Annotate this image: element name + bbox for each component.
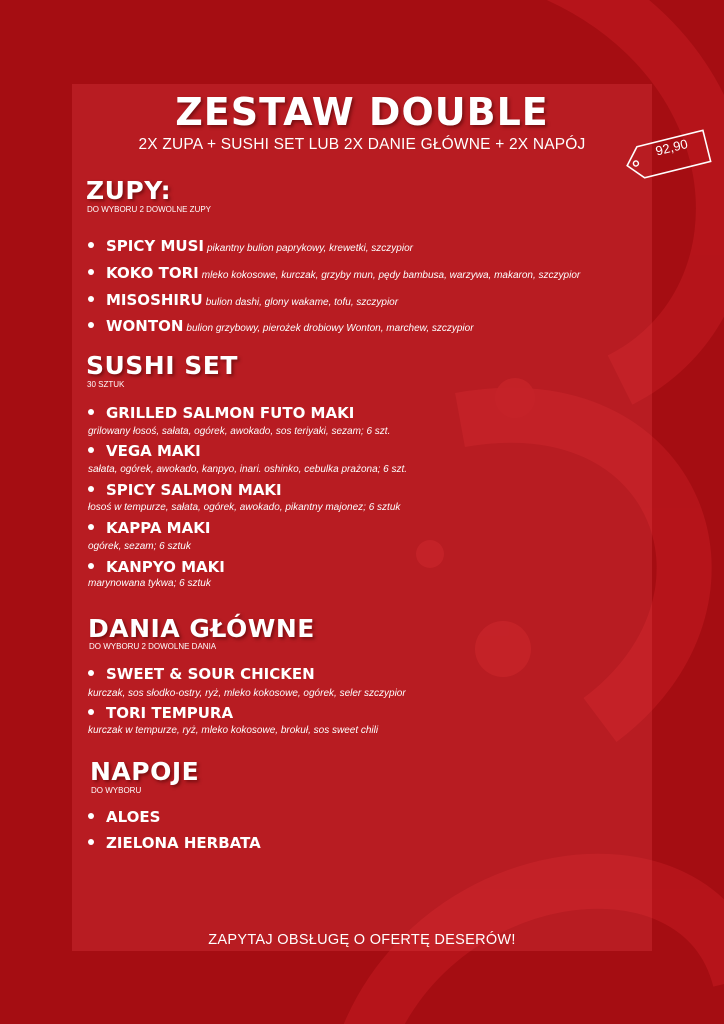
section-heading-sushi: SUSHI SET [86, 351, 238, 380]
section-heading-dania: DANIA GŁÓWNE [88, 614, 315, 643]
list-item: VEGA MAKI [88, 442, 201, 461]
list-item: KAPPA MAKI [88, 519, 210, 538]
section-heading-zupy: ZUPY: [86, 176, 172, 205]
item-description: kurczak w tempurze, ryż, mleko kokosowe, brokuł, sos sweet chili [88, 725, 379, 736]
bullet-icon [88, 524, 94, 530]
bullet-icon [88, 269, 94, 275]
bullet-icon [88, 322, 94, 328]
list-item: WONTON bulion grzybowy, pierożek drobiowy Wonton, marchew, szczypior [88, 317, 474, 336]
list-item: KANPYO MAKI [88, 558, 225, 577]
bullet-icon [88, 839, 94, 845]
bullet-icon [88, 813, 94, 819]
list-item: GRILLED SALMON FUTO MAKI [88, 404, 354, 423]
section-sub-zupy: DO WYBORU 2 DOWOLNE ZUPY [87, 205, 212, 214]
list-item: ALOES [88, 808, 160, 827]
section-heading-napoje: NAPOJE [90, 757, 200, 786]
bullet-icon [88, 409, 94, 415]
list-item: SPICY MUSI pikantny bulion paprykowy, krewetki, szczypior [88, 237, 413, 256]
footer-note: ZAPYTAJ OBSŁUGĘ O OFERTĘ DESERÓW! [208, 932, 516, 948]
bullet-icon [88, 709, 94, 715]
page-subtitle: 2X ZUPA + SUSHI SET LUB 2X DANIE GŁÓWNE + 2X NAPÓJ [138, 136, 586, 153]
list-item: SWEET & SOUR CHICKEN [88, 665, 315, 684]
item-description: ogórek, sezam; 6 sztuk [88, 541, 191, 552]
bullet-icon [88, 296, 94, 302]
list-item: MISOSHIRU bulion dashi, glony wakame, tofu, szczypior [88, 291, 398, 310]
section-sub-napoje: DO WYBORU [91, 786, 142, 795]
list-item: SPICY SALMON MAKI [88, 481, 282, 500]
bullet-icon [88, 242, 94, 248]
item-description: łosoś w tempurze, sałata, ogórek, awokado, pikantny majonez; 6 sztuk [88, 502, 401, 513]
list-item: ZIELONA HERBATA [88, 834, 261, 853]
item-description: sałata, ogórek, awokado, kanpyo, inari. oshinko, cebulka prażona; 6 szt. [88, 464, 408, 475]
page-title: ZESTAW DOUBLE [175, 90, 549, 134]
bullet-icon [88, 563, 94, 569]
bullet-icon [88, 670, 94, 676]
section-sub-dania: DO WYBORU 2 DOWOLNE DANIA [89, 642, 217, 651]
list-item: KOKO TORI mleko kokosowe, kurczak, grzyby mun, pędy bambusa, warzywa, makaron, szczypior [88, 264, 580, 283]
list-item: TORI TEMPURA [88, 704, 233, 723]
bullet-icon [88, 486, 94, 492]
price-value: 92,90 [654, 136, 690, 159]
item-description: marynowana tykwa; 6 sztuk [88, 578, 211, 589]
section-sub-sushi: 30 SZTUK [87, 380, 125, 389]
bullet-icon [88, 447, 94, 453]
item-description: kurczak, sos słodko-ostry, ryż, mleko kokosowe, ogórek, seler szczypior [88, 688, 406, 699]
item-description: grilowany łosoś, sałata, ogórek, awokado, sos teriyaki, sezam; 6 szt. [88, 426, 391, 437]
